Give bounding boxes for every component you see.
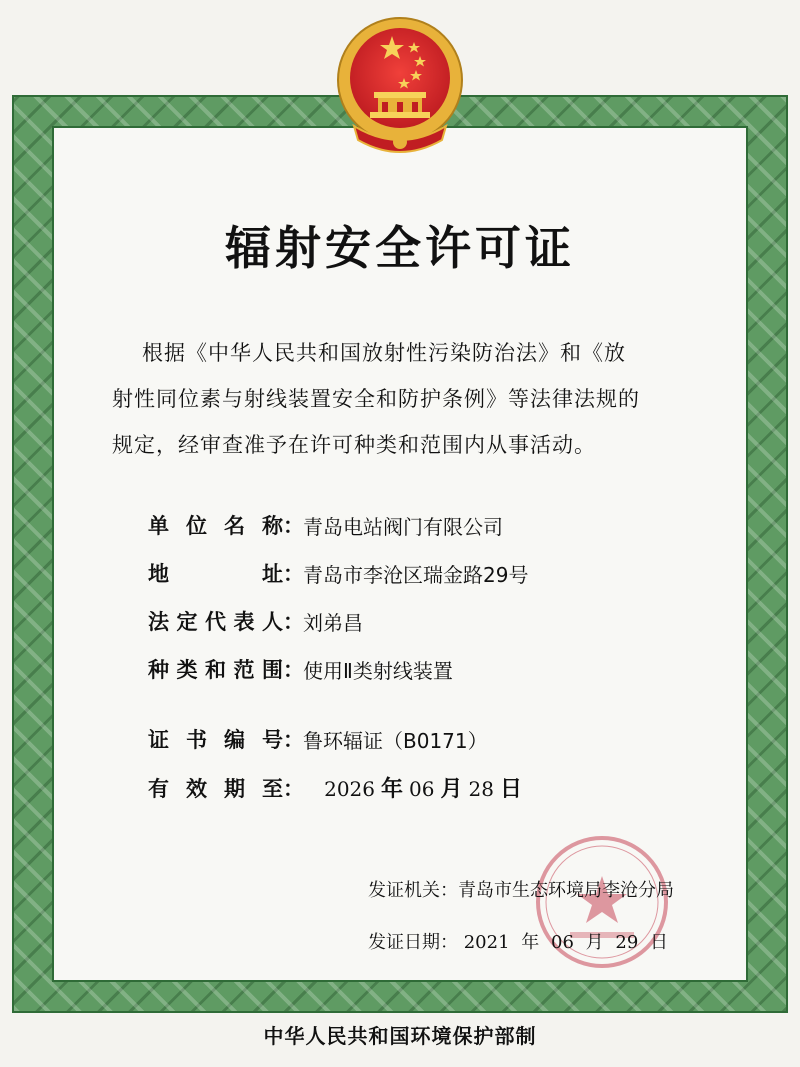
preamble-line: 规定，经审查准予在许可种类和范围内从事活动。 [112, 433, 596, 457]
day-char: 日 [499, 777, 522, 802]
issue-date [368, 928, 668, 954]
field-value: 刘弟昌 [303, 610, 363, 635]
field-unit-name [148, 510, 503, 550]
field-label: 法定代表人 [148, 610, 283, 634]
field-address [148, 558, 528, 598]
preamble-line: 根据《中华人民共和国放射性污染防治法》和《放 [142, 341, 626, 365]
day-char: 日 [650, 932, 669, 953]
issue-date-colon: ： [440, 932, 458, 953]
field-value: 使用Ⅱ类射线装置 [303, 658, 453, 683]
field-colon: ： [283, 609, 304, 634]
field-value: 青岛电站阀门有限公司 [303, 514, 503, 539]
field-label: 种类和范围 [148, 658, 283, 682]
field-label: 单位名称 [148, 514, 283, 538]
field-colon: ： [283, 561, 304, 586]
year-char: 年 [381, 777, 404, 802]
field-label: 有效期至 [148, 776, 283, 801]
issue-month: 06 [551, 932, 574, 953]
issuer-colon: ： [440, 880, 458, 901]
preamble-text [112, 330, 732, 468]
validity-year: 2026 [324, 777, 375, 801]
national-emblem-icon [334, 14, 466, 164]
field-colon: ： [283, 775, 304, 801]
validity-date [308, 772, 528, 803]
month-char: 月 [440, 777, 463, 802]
field-colon: ： [283, 657, 304, 682]
issue-day: 29 [615, 932, 639, 953]
field-value: 鲁环辐证（B0171） [303, 728, 488, 753]
field-label: 证书编号 [148, 728, 283, 752]
validity-month: 06 [409, 777, 435, 801]
issuer-value: 青岛市生态环境局李沧分局 [458, 880, 674, 901]
field-certificate-number [148, 724, 488, 764]
issuing-authority [368, 876, 674, 902]
field-legal-representative [148, 606, 363, 646]
year-char: 年 [521, 932, 540, 953]
field-value: 青岛市李沧区瑞金路29号 [303, 562, 529, 587]
field-colon: ： [283, 513, 304, 538]
field-label: 地 址 [148, 562, 283, 586]
issue-year: 2021 [463, 932, 510, 953]
preamble-line: 射性同位素与射线装置安全和防护条例》等法律法规的 [112, 387, 640, 411]
field-scope [148, 654, 453, 694]
field-validity [148, 772, 528, 812]
validity-day: 28 [468, 777, 494, 801]
footer-issuer: 中华人民共和国环境保护部制 [263, 1024, 537, 1048]
issuer-label: 发证机关 [368, 880, 440, 901]
field-colon: ： [283, 727, 304, 752]
month-char: 月 [585, 932, 604, 953]
issue-date-label: 发证日期 [368, 932, 440, 953]
certificate-title: 辐射安全许可证 [225, 221, 575, 275]
